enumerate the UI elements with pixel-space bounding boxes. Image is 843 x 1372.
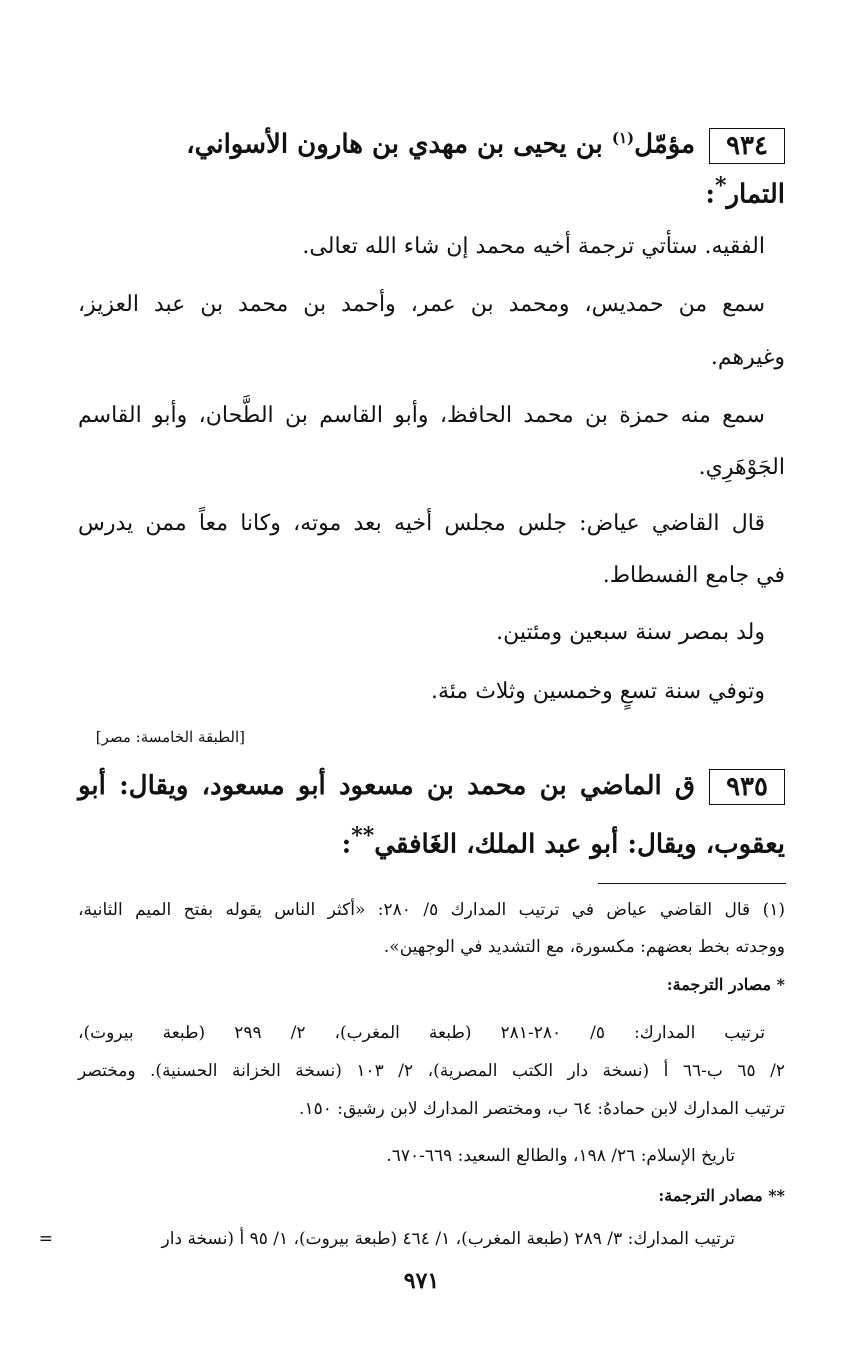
entry-934-qal-b: في جامع الفسطاط. [602,563,785,588]
entry-934-qal-a: قال القاضي عياض: جلس مجلس أخيه بعد موته، وكانا معاً ممن يدرس [78,511,765,536]
entry-934-name-part1: مؤمّل [634,129,696,160]
sources-1-line-b: ٢/ ٦٥ ب-٦٦ أ (نسخة دار الكتب المصرية)، ٢/ ١٠٣ (نسخة الخزانة الحسنية). ومختصر [78,1061,785,1081]
entry-935-star: ** [351,823,375,849]
entry-934-wulid: ولد بمصر سنة سبعين ومئتين. [496,620,765,645]
continuation-mark: = [38,1229,53,1249]
entry-934-tabaqa: [الطبقة الخامسة: مصر] [95,728,245,746]
entry-934-colon: : [705,179,715,210]
entry-934-heading [186,120,785,164]
entry-935-name-line2: يعقوب، ويقال: أبو عبد الملك، الغَافقي [374,829,785,860]
sources-2-line-a: ترتيب المدارك: ٣/ ٢٨٩ (طبعة المغرب)، ١/ ٤٦٤ (طبعة بيروت)، ١/ ٩٥ أ (نسخة دار [161,1229,735,1249]
entry-935-colon: : [341,829,352,860]
sources-1-heading: * مصادر الترجمة: [666,975,785,994]
sources-1-line-a: ترتيب المدارك: ٥/ ٢٨٠-٢٨١ (طبعة المغرب)، ٢/ ٢٩٩ (طبعة بيروت)، [78,1023,765,1043]
entry-934-sami2-b: الجَوْهَرِي. [698,455,785,480]
footnote-1-line-a: (١) قال القاضي عياض في ترتيب المدارك ٥/ ٢٨٠: «أكثر الناس يقوله بفتح الميم الثانية، [78,900,785,920]
page-number: ٩٧١ [403,1268,440,1294]
entry-934-number: ٩٣٤ [709,128,785,164]
entry-934-star: * [714,173,727,199]
entry-934-sami1-b: وغيرهم. [710,345,785,370]
entry-934-name-line2: التمار [726,179,785,210]
entry-934-tuwuffi: وتوفي سنة تسعٍ وخمسين وثلاث مئة. [430,679,765,704]
entry-934-heading-line2 [705,168,785,213]
entry-935-number: ٩٣٥ [709,769,785,805]
entry-934-name-part2: بن يحيى بن مهدي بن هارون الأسواني، [186,129,603,160]
footnote-ref-1: (١) [611,129,635,147]
entry-934-faqih: الفقيه. ستأتي ترجمة أخيه محمد إن شاء الله تعالى. [302,234,765,259]
entry-934-sami1-a: سمع من حمديس، ومحمد بن عمر، وأحمد بن محمد بن عبد العزيز، [78,292,765,317]
entry-934-sami2-a: سمع منه حمزة بن محمد الحافظ، وأبو القاسم بن الطَّحان، وأبو القاسم [78,403,765,428]
sources-1-line-c: ترتيب المدارك لابن حمادهُ: ٦٤ ب، ومختصر المدارك لابن رشيق: ١٥٠. [299,1099,785,1119]
sources-2-heading: ** مصادر الترجمة: [658,1186,785,1205]
entry-935-heading [78,768,785,805]
entry-935-name-line1: ق الماضي بن محمد بن مسعود أبو مسعود، ويقال: أبو [78,771,696,801]
footnote-separator [598,883,786,884]
footnote-1-line-b: ووجدته بخط بعضهم: مكسورة، مع التشديد في الوجهين». [383,937,785,957]
sources-1-line-d: تاريخ الإسلام: ٢٦/ ١٩٨، والطالع السعيد: ٦٦٩-٦٧٠. [386,1146,735,1166]
entry-935-heading-line2 [342,818,785,863]
